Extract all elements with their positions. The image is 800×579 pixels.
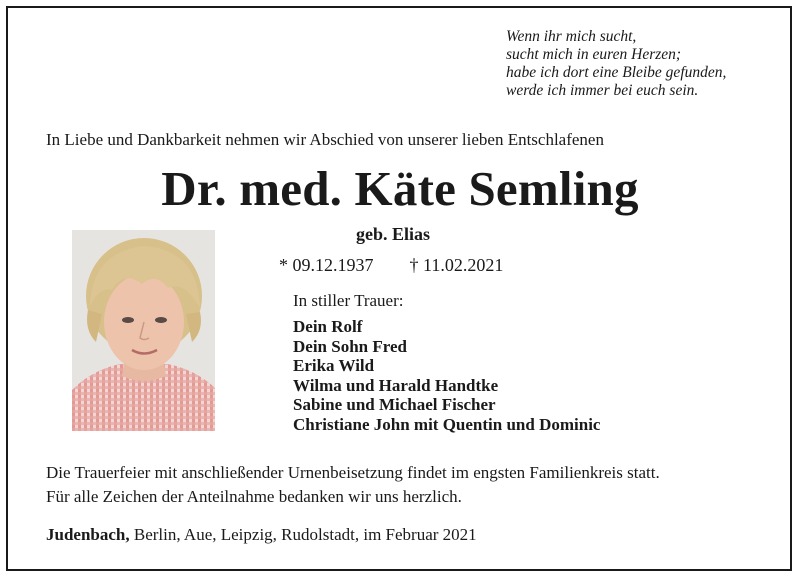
mourner-name: Sabine und Michael Fischer xyxy=(293,395,496,415)
place-and-date xyxy=(46,525,477,545)
mourner-name: Dein Rolf xyxy=(293,317,363,336)
place-town: Judenbach, xyxy=(46,525,130,544)
portrait-illustration xyxy=(72,230,215,431)
poem-line: sucht mich in euren Herzen; xyxy=(506,46,682,63)
closing-text xyxy=(46,461,660,509)
place-rest: Berlin, Aue, Leipzig, Rudolstadt, im Februar 2021 xyxy=(129,525,477,544)
life-dates xyxy=(279,255,503,276)
poem-line: Wenn ihr mich sucht, xyxy=(506,28,637,45)
poem xyxy=(506,28,726,100)
birth-name: geb. Elias xyxy=(356,224,431,244)
portrait-photo xyxy=(72,230,215,431)
deceased-name: Dr. med. Käte Semling xyxy=(161,161,639,216)
mourner-name: Christiane John mit Quentin und Dominic xyxy=(293,414,601,434)
death-date: † 11.02.2021 xyxy=(409,255,504,275)
closing-line: Für alle Zeichen der Anteilnahme bedanken wir uns herzlich. xyxy=(46,487,462,506)
closing-line: Die Trauerfeier mit anschließender Urnenbeisetzung findet im engsten Familienkreis statt. xyxy=(46,463,660,482)
mourning-label: In stiller Trauer: xyxy=(293,291,404,310)
mourner-name: Erika Wild xyxy=(293,356,375,376)
birth-date: * 09.12.1937 xyxy=(279,255,374,275)
poem-line: habe ich dort eine Bleibe gefunden, xyxy=(506,64,727,81)
mourner-name: Dein Sohn Fred xyxy=(293,336,407,356)
mourner-name: Wilma und Harald Handtke xyxy=(293,375,499,395)
poem-line: werde ich immer bei euch sein. xyxy=(506,82,699,99)
intro-text: In Liebe und Dankbarkeit nehmen wir Abschied von unserer lieben Entschlafenen xyxy=(46,130,604,149)
mourners-list xyxy=(293,317,600,435)
